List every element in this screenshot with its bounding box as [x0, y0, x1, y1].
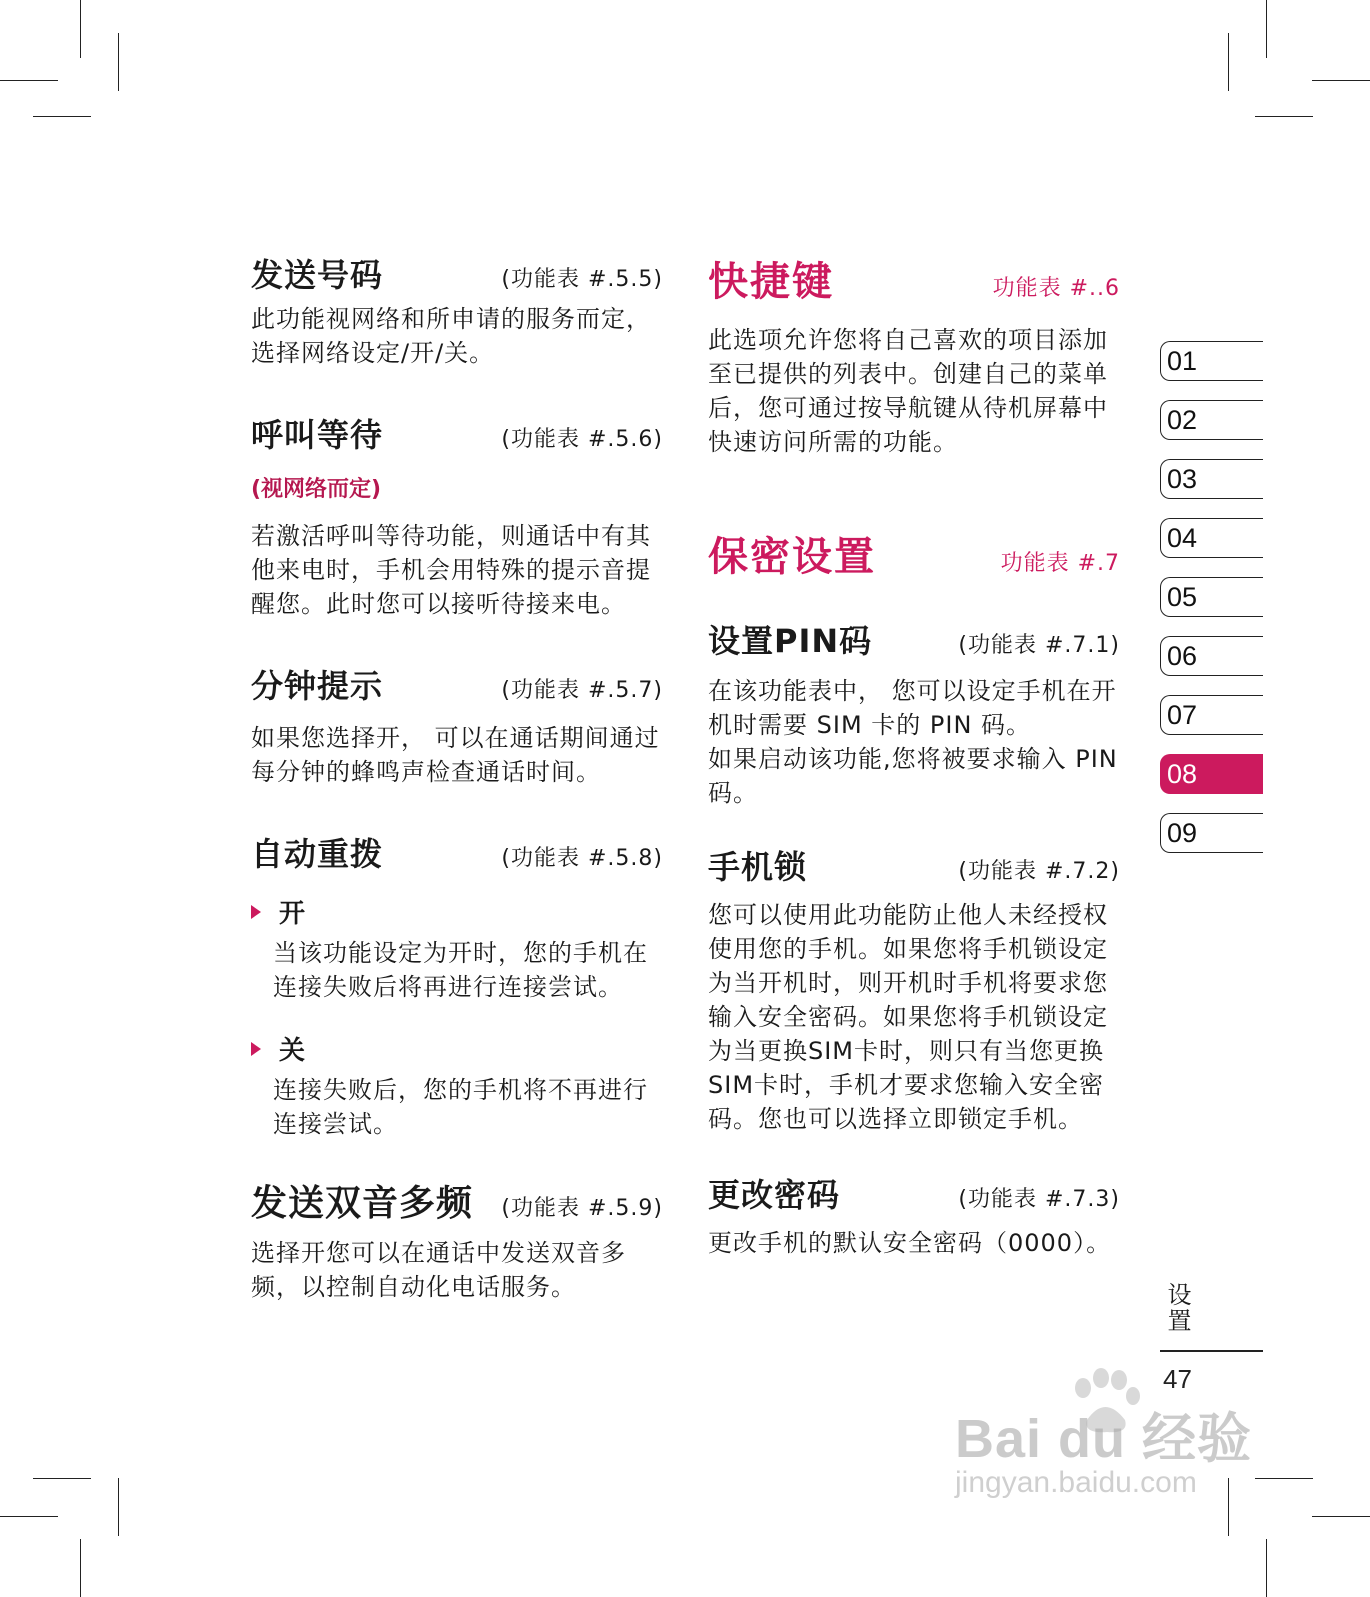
- crop-mark: [33, 1478, 91, 1479]
- section-text: 此选项允许您将自己喜欢的项目添加至已提供的列表中。创建自己的菜单后，您可通过按导航键从待机屏幕中快速访问所需的功能。: [708, 326, 1108, 456]
- section-text: 如果启动该功能,您将被要求输入 PIN 码。: [708, 745, 1118, 807]
- section-title: 手机锁: [708, 848, 808, 886]
- section-minute-minder: [251, 661, 663, 789]
- menu-ref: 功能表 #..6: [992, 276, 1120, 301]
- section-text: 在该功能表中， 您可以设定手机在开机时需要 SIM 卡的 PIN 码。: [708, 677, 1117, 739]
- menu-ref: 功能表 #.7: [1000, 551, 1120, 576]
- crop-mark: [0, 1516, 58, 1517]
- triangle-bullet-icon: [251, 905, 261, 919]
- crop-mark: [118, 33, 119, 91]
- menu-ref: (功能表 #.5.7): [501, 678, 663, 703]
- crop-mark: [118, 1478, 119, 1536]
- section-title: 发送号码: [251, 256, 384, 294]
- crop-mark: [1266, 0, 1267, 58]
- crop-mark: [1312, 80, 1370, 81]
- crop-mark: [0, 80, 58, 81]
- crop-mark: [1312, 1516, 1370, 1517]
- section-change-code: [708, 1170, 1120, 1260]
- divider: [1160, 1350, 1263, 1352]
- section-text: 此功能视网络和所申请的服务而定，选择网络设定/开/关。: [251, 305, 651, 367]
- section-title: 设置PIN码: [708, 622, 873, 660]
- section-auto-redial: [251, 829, 663, 1141]
- section-title: 自动重拨: [251, 835, 384, 873]
- menu-ref: (功能表 #.7.1): [958, 633, 1120, 658]
- menu-ref: (功能表 #.5.6): [501, 427, 663, 452]
- section-text: 选择开您可以在通话中发送双音多频，以控制自动化电话服务。: [251, 1239, 626, 1301]
- section-text: 若激活呼叫等待功能，则通话中有其他来电时，手机会用特殊的提示音提醒您。此时您可以接听待接来电。: [251, 522, 651, 618]
- triangle-bullet-icon: [251, 1042, 261, 1056]
- chapter-tab-07[interactable]: 07: [1160, 695, 1263, 735]
- chapter-tab-01[interactable]: 01: [1160, 341, 1263, 381]
- crop-mark: [80, 0, 81, 58]
- section-title: 发送双音多频: [251, 1183, 474, 1224]
- chapter-tab-03[interactable]: 03: [1160, 459, 1263, 499]
- chapter-title: 快捷键: [708, 259, 834, 305]
- section-call-waiting: [251, 410, 663, 621]
- option-on: [251, 893, 663, 1004]
- option-off: [251, 1030, 663, 1141]
- chapter-tab-08[interactable]: 08: [1160, 754, 1263, 794]
- option-label: 关: [279, 1036, 306, 1066]
- chapter-tab-06[interactable]: 06: [1160, 636, 1263, 676]
- left-column: [251, 250, 663, 1304]
- crop-mark: [1255, 116, 1313, 117]
- chapter-tab-05[interactable]: 05: [1160, 577, 1263, 617]
- crop-mark: [33, 116, 91, 117]
- section-text: 您可以使用此功能防止他人未经授权使用您的手机。如果您将手机锁设定为当开机时，则开机时手机将要求您输入安全密码。如果您将手机锁设定为当更换SIM卡时，则只有当您更换SIM卡时，手机才要求您输入安全密码。您也可以选择立即锁定手机。: [708, 901, 1108, 1133]
- section-title: 分钟提示: [251, 667, 384, 705]
- option-label: 开: [279, 899, 306, 929]
- section-send-dtmf: [251, 1175, 663, 1304]
- section-pin-code: [708, 616, 1120, 810]
- network-note: (视网络而定): [251, 477, 382, 502]
- crop-mark: [1266, 1539, 1267, 1597]
- right-column: [708, 250, 1120, 1260]
- section-shortcut: [708, 250, 1120, 459]
- chapter-tab-02[interactable]: 02: [1160, 400, 1263, 440]
- crop-mark: [1255, 1478, 1313, 1479]
- watermark-url: jingyan.baidu.com: [955, 1466, 1197, 1499]
- crop-mark: [1228, 33, 1229, 91]
- menu-ref: (功能表 #.7.2): [958, 859, 1120, 884]
- section-send-number: [251, 250, 663, 370]
- baidu-watermark: [955, 1368, 1260, 1508]
- chapter-tabs: [1160, 341, 1263, 872]
- menu-ref: (功能表 #.5.9): [501, 1196, 663, 1221]
- section-text: 如果您选择开， 可以在通话期间通过每分钟的蜂鸣声检查通话时间。: [251, 724, 660, 786]
- chapter-tab-04[interactable]: 04: [1160, 518, 1263, 558]
- chapter-side-label: 设置: [1163, 1282, 1191, 1334]
- section-title: 呼叫等待: [251, 416, 384, 454]
- crop-mark: [80, 1539, 81, 1597]
- section-title: 更改密码: [708, 1176, 841, 1214]
- section-security: [708, 525, 1120, 582]
- menu-ref: (功能表 #.5.8): [501, 846, 663, 871]
- section-text: 更改手机的默认安全密码（0000）。: [708, 1229, 1112, 1257]
- option-text: 当该功能设定为开时，您的手机在连接失败后将再进行连接尝试。: [273, 939, 648, 1001]
- page-number: 47: [1163, 1364, 1192, 1394]
- chapter-title: 保密设置: [708, 534, 876, 580]
- section-phone-lock: [708, 842, 1120, 1136]
- menu-ref: (功能表 #.7.3): [958, 1187, 1120, 1212]
- watermark-brand: Bai du 经验: [955, 1409, 1253, 1469]
- menu-ref: (功能表 #.5.5): [501, 267, 663, 292]
- chapter-tab-09[interactable]: 09: [1160, 813, 1263, 853]
- option-text: 连接失败后，您的手机将不再进行连接尝试。: [273, 1076, 648, 1138]
